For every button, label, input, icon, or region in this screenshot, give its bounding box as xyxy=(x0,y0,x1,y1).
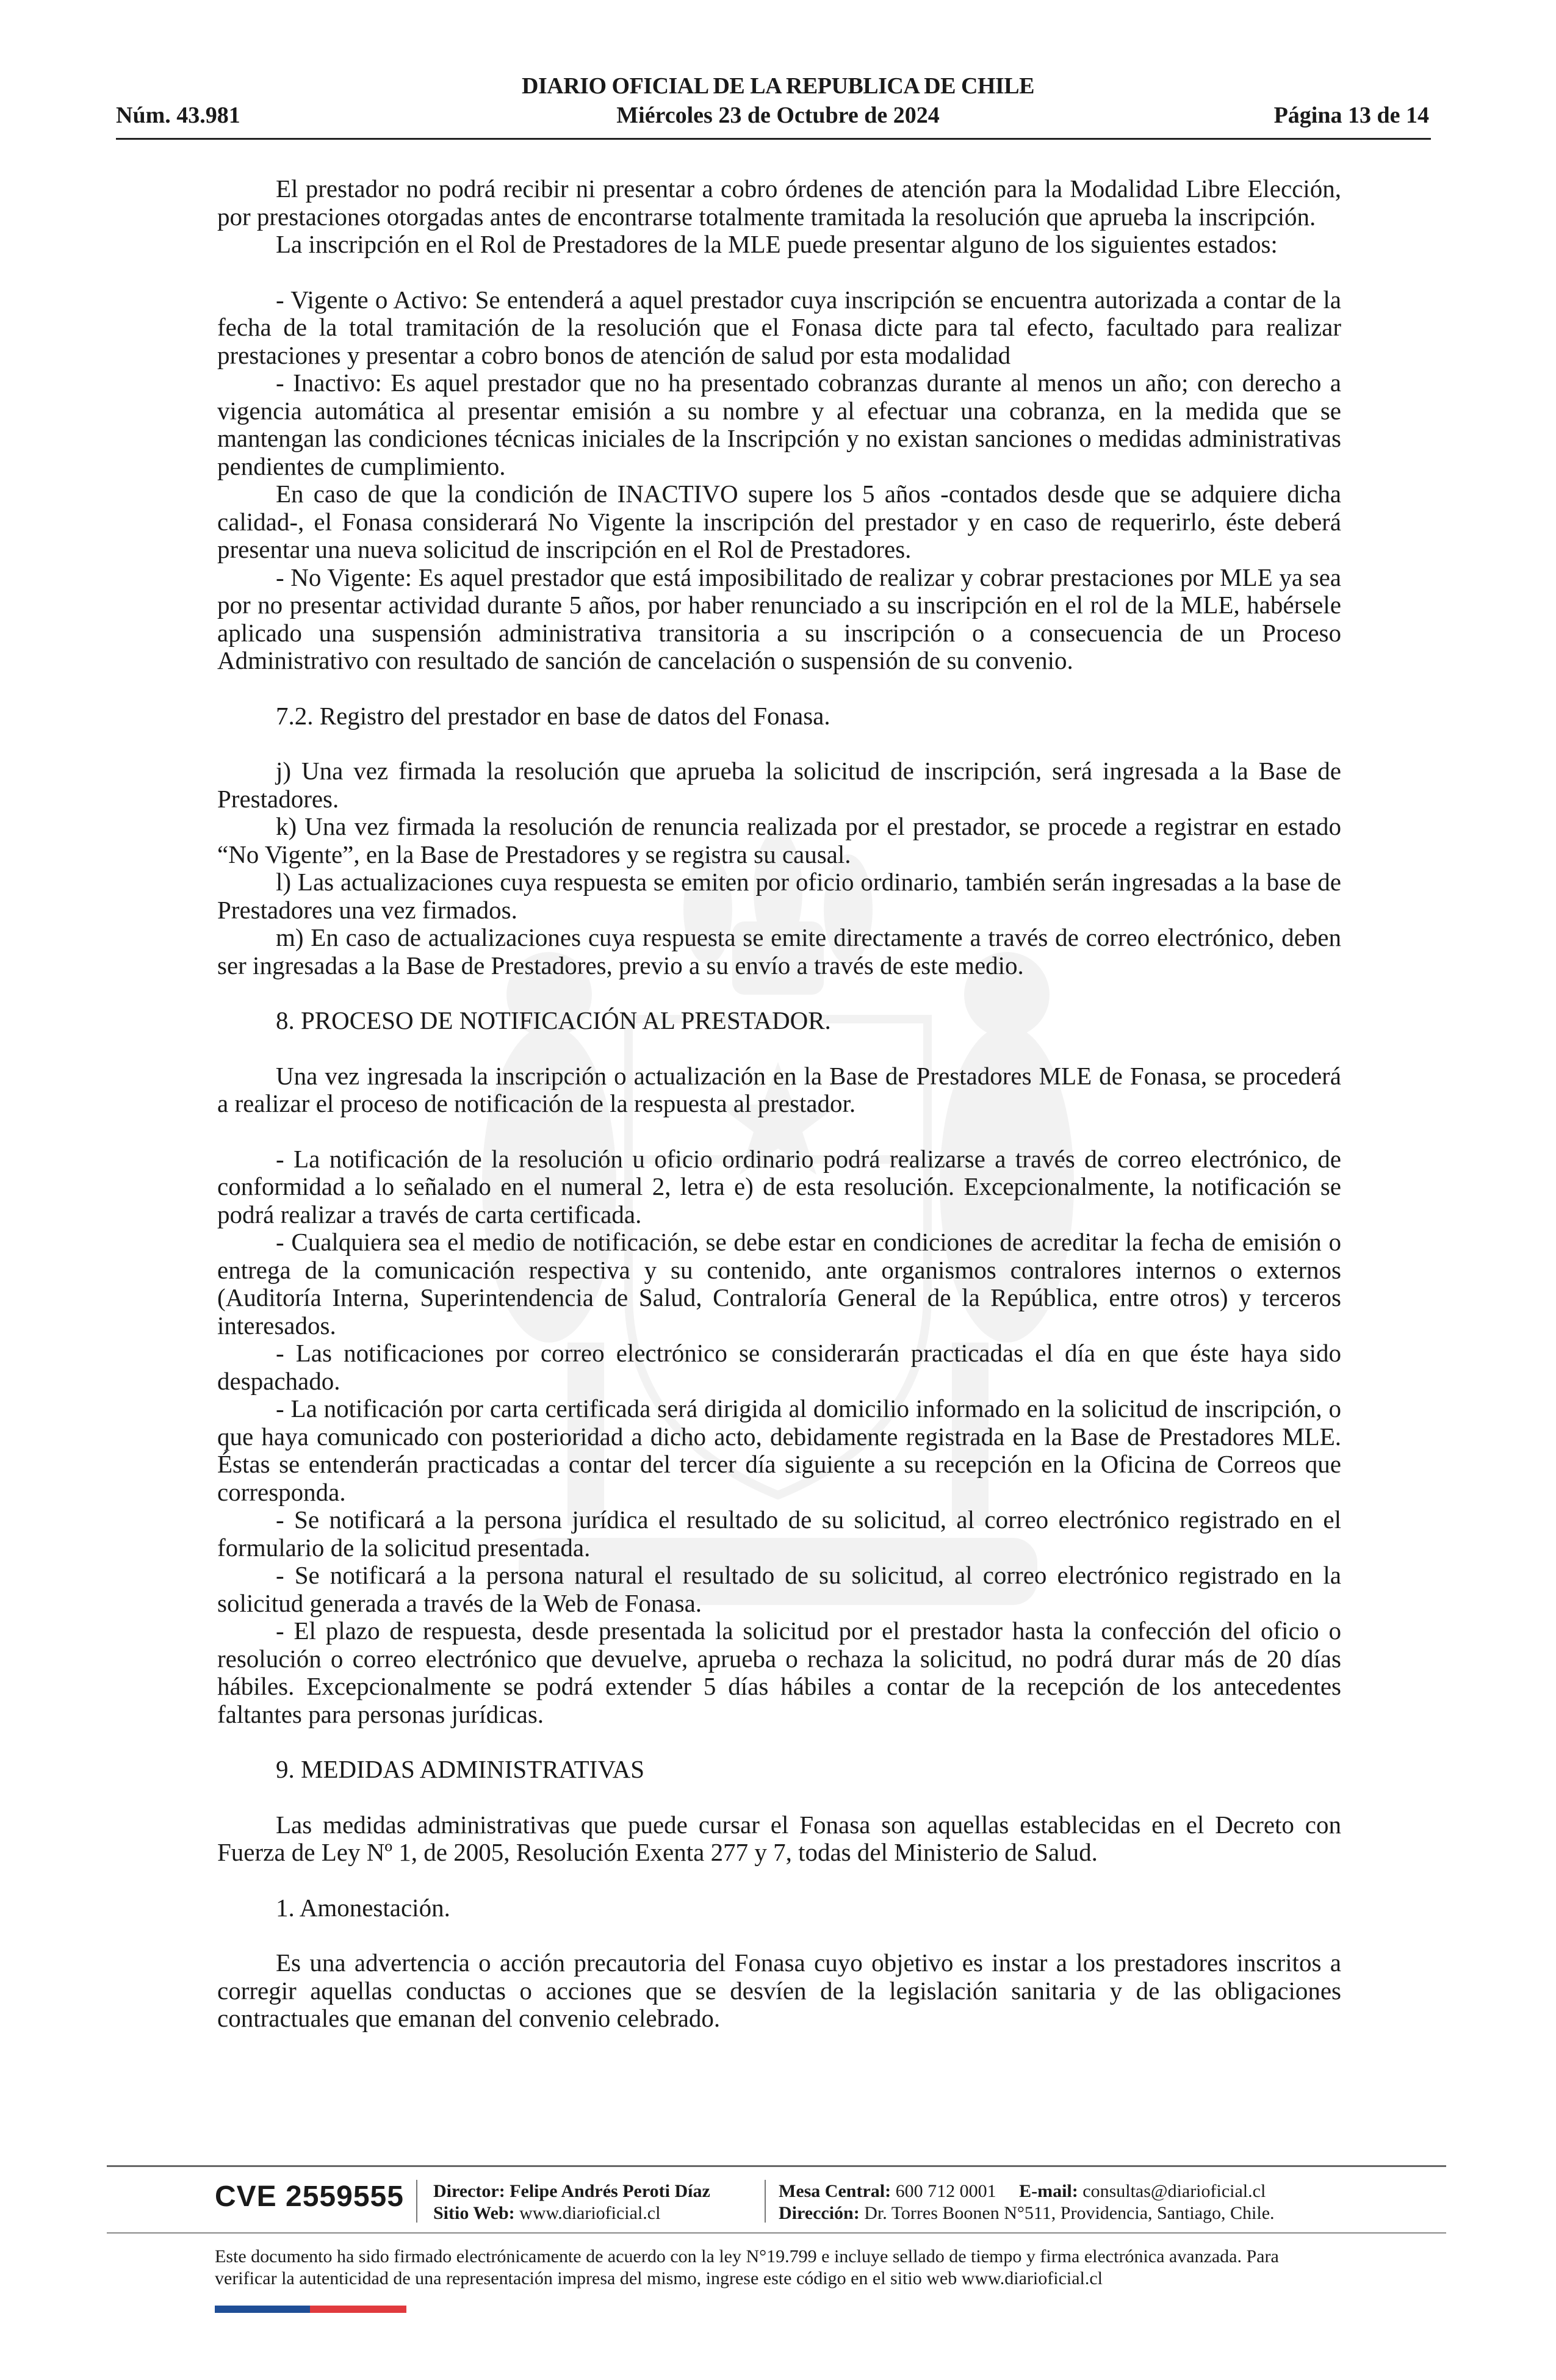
website-label: Sitio Web: xyxy=(433,2203,515,2223)
paragraph: El prestador no podrá recibir ni presentar a cobro órdenes de atención para la Modalidad Libre Elección, por prestaciones otorgadas antes de encontrarse totalmente tramitada la resolución que aprueba la inscripción. xyxy=(217,175,1341,231)
list-item-m: m) En caso de actualizaciones cuya respuesta se emite directamente a través de correo electrónico, deben ser ingresadas a la Base de Prestadores, previo a su envío a través de este medio. xyxy=(217,923,1341,979)
list-item-j: j) Una vez firmada la resolución que aprueba la solicitud de inscripción, será ingresada a la Base de Prestadores. xyxy=(217,757,1341,813)
notification-item: - Cualquiera sea el medio de notificación, se debe estar en condiciones de acreditar la fecha de emisión o entrega de la comunicación respectiva y su contenido, ante organismos contralores internos o externos (Auditoría Interna, Superintendencia de Salud, Contraloría General de la República, entre otros) y terceros interesados. xyxy=(217,1228,1341,1340)
flag-stripe-red xyxy=(310,2306,406,2313)
director-name: Felipe Andrés Peroti Díaz xyxy=(510,2181,710,2201)
issue-number: Núm. 43.981 xyxy=(116,103,240,128)
paragraph: Es una advertencia o acción precautoria del Fonasa cuyo objetivo es instar a los prestadores inscritos a corregir aquellas conductas o acciones que se desvíen de la legislación sanitaria y de las obligaciones contractuales que emanan del convenio celebrado. xyxy=(217,1949,1341,2032)
contact-info xyxy=(779,2180,1275,2224)
address: Dr. Torres Boonen N°511, Providencia, Santiago, Chile. xyxy=(864,2203,1275,2223)
notification-item: - Las notificaciones por correo electrónico se considerarán practicadas el día en que éste haya sido despachado. xyxy=(217,1339,1341,1395)
cve-code: CVE 2559555 xyxy=(215,2180,404,2213)
notification-item: - Se notificará a la persona natural el resultado de su solicitud, al correo electrónico registrado en la solicitud generada a través de la Web de Fonasa. xyxy=(217,1561,1341,1617)
email-label: E-mail: xyxy=(1019,2181,1078,2201)
paragraph: La inscripción en el Rol de Prestadores de la MLE puede presentar alguno de los siguientes estados: xyxy=(276,230,1278,258)
legal-notice: Este documento ha sido firmado electrónicamente de acuerdo con la ley N°19.799 e incluye sellado de tiempo y firma electrónica avanzada. Para verificar la autenticidad de una representación impresa del mismo, ingrese este código en el sitio web www.diarioficial.cl xyxy=(215,2246,1279,2288)
paragraph: Una vez ingresada la inscripción o actualización en la Base de Prestadores MLE de Fonasa, se procederá a realizar el proceso de notificación de la respuesta al prestador. xyxy=(217,1061,1341,1117)
document-body xyxy=(217,175,1341,2033)
section-heading-7-2: 7.2. Registro del prestador en base de datos del Fonasa. xyxy=(276,701,830,730)
section-heading-9: 9. MEDIDAS ADMINISTRATIVAS xyxy=(276,1755,645,1783)
flag-stripe-blue xyxy=(215,2306,310,2313)
subsection-heading-amonestacion: 1. Amonestación. xyxy=(276,1893,450,1922)
page-number: Página 13 de 14 xyxy=(1273,103,1429,128)
address-label: Dirección: xyxy=(779,2203,860,2223)
list-item-k: k) Una vez firmada la resolución de renuncia realizada por el prestador, se procede a registrar en estado “No Vigente”, en la Base de Prestadores y se registra su causal. xyxy=(217,812,1341,868)
header-divider xyxy=(116,138,1431,140)
phone-label: Mesa Central: xyxy=(779,2181,891,2201)
notification-item: - El plazo de respuesta, desde presentada la solicitud por el prestador hasta la confección del oficio o resolución o correo electrónico que devuelve, aprueba o rechaza la solicitud, no podrá durar más de 20 días hábiles. Excepcionalmente se podrá extender 5 días hábiles a contar de la recepción de los antecedentes faltantes para personas jurídicas. xyxy=(217,1617,1341,1728)
section-heading-8: 8. PROCESO DE NOTIFICACIÓN AL PRESTADOR. xyxy=(276,1006,831,1034)
footer-separator xyxy=(765,2180,766,2223)
paragraph: En caso de que la condición de INACTIVO supere los 5 años -contados desde que se adquiere dicha calidad-, el Fonasa considerará No Vigente la inscripción del prestador y en caso de requerirlo, éste deberá presentar una nueva solicitud de inscripción en el Rol de Prestadores. xyxy=(217,480,1341,563)
notification-item: - La notificación de la resolución u oficio ordinario podrá realizarse a través de correo electrónico, de conformidad a lo señalado en el numeral 2, letra e) de esta resolución. Excepcionalmente, la notificación se podrá realizar a través de carta certificada. xyxy=(217,1144,1341,1228)
paragraph: Las medidas administrativas que puede cursar el Fonasa son aquellas establecidas en el Decreto con Fuerza de Ley Nº 1, de 2005, Resolución Exenta 277 y 7, todas del Ministerio de Salud. xyxy=(217,1810,1341,1866)
footer-separator xyxy=(416,2180,417,2223)
footer-divider xyxy=(107,2232,1446,2234)
publication-title: DIARIO OFICIAL DE LA REPUBLICA DE CHILE xyxy=(522,73,1034,99)
director-info xyxy=(433,2180,710,2224)
website-link[interactable]: www.diarioficial.cl xyxy=(519,2203,661,2223)
list-item-l: l) Las actualizaciones cuya respuesta se emiten por oficio ordinario, también serán ingresadas a la base de Prestadores una vez firmados. xyxy=(217,868,1341,924)
status-item-vigente: - Vigente o Activo: Se entenderá a aquel prestador cuya inscripción se encuentra autorizada a contar de la fecha de la total tramitación de la resolución que el Fonasa dicte para tal efecto, facultado para realizar prestaciones y presentar a cobro bonos de atención de salud por esta modalidad xyxy=(217,285,1341,369)
email-link[interactable]: consultas@diarioficial.cl xyxy=(1082,2181,1266,2201)
notification-item: - Se notificará a la persona jurídica el resultado de su solicitud, al correo electrónico registrado en el formulario de la solicitud presentada. xyxy=(217,1506,1341,1562)
footer-divider xyxy=(107,2165,1446,2167)
director-label: Director: xyxy=(433,2181,505,2201)
status-item-inactivo: - Inactivo: Es aquel prestador que no ha presentado cobranzas durante al menos un año; con derecho a vigencia automática al presentar emisión a su nombre y al efectuar una cobranza, en la medida que se mantengan las condiciones técnicas iniciales de la Inscripción y no existan sanciones o medidas administrativas pendientes de cumplimiento. xyxy=(217,369,1341,480)
phone-number: 600 712 0001 xyxy=(895,2181,996,2201)
issue-date: Miércoles 23 de Octubre de 2024 xyxy=(616,103,940,128)
status-item-no-vigente: - No Vigente: Es aquel prestador que está imposibilitado de realizar y cobrar prestaciones por MLE ya sea por no presentar actividad durante 5 años, por haber renunciado a su inscripción en el rol de la MLE, habérsele aplicado una suspensión administrativa transitoria a su inscripción o a consecuencia de un Proceso Administrativo con resultado de sanción de cancelación o suspensión de su convenio. xyxy=(217,563,1341,674)
notification-item: - La notificación por carta certificada será dirigida al domicilio informado en la solicitud de inscripción, o que haya comunicado con posterioridad a dicho acto, debidamente registrada en la Base de Prestadores MLE. Éstas se entenderán practicadas a contar del tercer día siguiente a su recepción en la Oficina de Correos que corresponda. xyxy=(217,1394,1341,1506)
